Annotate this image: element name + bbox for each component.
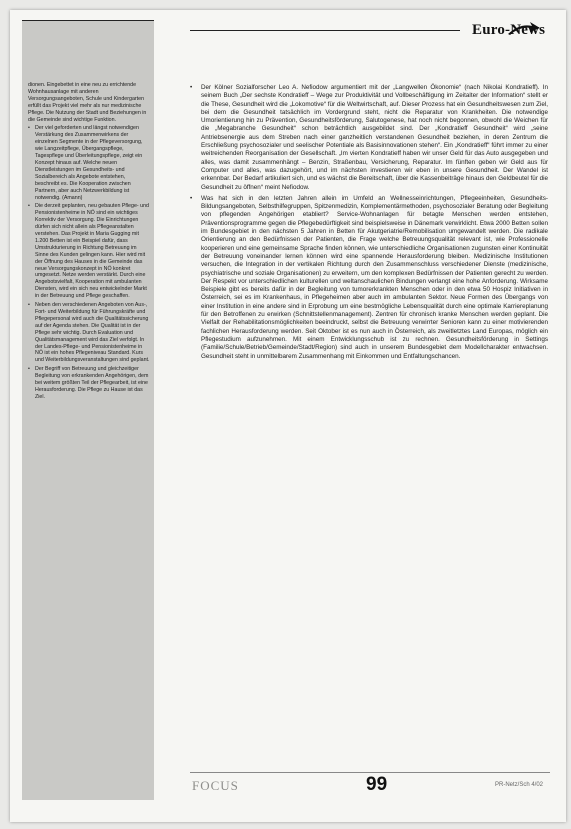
sidebar-text (28, 82, 150, 403)
footer-brand: FOCUS (192, 778, 239, 793)
paragraph-text: Der Kölner Sozialforscher Leo A. Nefiodow argumentiert mit der „Langwellen Ökonomie“ (nach Nikolai Kondratieff). In seinem Buch „Der sechste Kondratieff – Wege zur Produktivität und Vollbeschäftigung im Zeitalter der Information“ stellt er die These, Gesundheit wird die „Lokomotive“ für die Weltwirtschaft, auf. Dieser Prozess hat ein Gesundheitswesen zum Ziel, bei dem die Gesundheit tatsächlich im Vordergrund steht, nicht die Reparatur von Krankheiten. Die notwendige Umorientierung hin zu Prävention, Gesundheitsförderung, Salutogenese, hat noch nicht begonnen, obwohl die Weichen für die „Megabranche Gesundheit“ schon beträchtlich ausgebildet sind. Der „Kondratieff Gesundheit“ wird „seine Antriebsenergie aus dem Streben nach einer ganzheitlich verstandenen Gesundheit beziehen, in deren Zentrum die Erschließung psychosozialer und seelischer Potentiale als Basisinnovationen stehen“. Ein „Kondratieff“ führt immer zu einer weitreichenden Reorganisation der Gesellschaft. „Im vierten Kondratieff haben wir unser Geld für das Auto ausgegeben und alles, was damit zusammenhängt – Benzin, Straßenbau, Versicherung, Reparatur. Im fünften geben wir Geld aus für Computer und alles, was dazugehört, und im nächsten investieren wir eben in unsere Gesundheit. Der Wandel ist erkennbar. Der Bedarf artikuliert sich, und es wächst die Bereitschaft, über die Kassenbeiträge hinaus den Geldbeutel für die Gesundheit zu öffnen“ meint Nefiodow. (201, 84, 548, 191)
sidebar-list (28, 125, 150, 400)
article-body (190, 84, 548, 364)
paragraph-text: Was hat sich in den letzten Jahren allein im Umfeld an Wellnesseinrichtungen, Pflegeeinheiten, Gesundheits-Bildungsangeboten, Selbsthilfegruppen, Spitzenmedizin, Komplementärmethoden, psychosozialer Beratung oder Begleitung von pflegenden Angehörigen etabliert? Service-Wohnanlagen für betagte Menschen werden entstehen, Präventionsprogramme gegen die Pflegebedürftigkeit sind beispielsweise in Dänemark verwirklicht. Etwa 2000 Betten sollen im Bundesgebiet in den nächsten 5 Jahren in Betten für Akutgeriatrie/Remobilisation umgewandelt werden. Die radikale Orientierung an den Bedürfnissen der Patienten, die Frage welche Betreuungsqualität relevant ist, wie Professionelle kooperieren und eine gemeinsame Sprache finden können, wie unterschiedliche Organisationen zugunsten einer Kontinuität der Betreuung voneinander lernen können wird eine spannende Herausforderung bleiben. Medizinische Institutionen versuchen, die Integration in der vertikalen Richtung durch den Zusammenschluss verschiedener Dienste (medizinische, psychiatrische und soziale Organisationen) zu erweitern, um den komplexen Bedürfnissen der Patienten gerecht zu werden. Der Respekt vor unterschiedlichen kulturellen und weltanschaulichen Bindungen verlangt eine hohe Anforderung. Wirksame Beispiele gibt es bereits dafür in der Begleitung von tumorerkrankten Menschen oder in den etwa 50 Hospiz Initiativen in Österreich, sei es im Krankenhaus, in Pflegeheimen aber auch im ambulanten Sektor. Neue Formen des Übergangs von einer Institution in eine andere sind in Erprobung um eine bestmögliche Lebensqualität durch eine optimale Karriereplanung für den Betroffenen zu erwirken (Schnittstellenmanagement). Zentren für chronisch kranke Menschen werden geplant. Die Vielfalt der Rehabilitationsmöglichkeiten beeindruckt, selbst die Betreuung verwirrter Senioren kann zu einer motivierenden fachlichen Herausforderung werden. Seit Oktober ist es nun auch in Österreich, als zweitletztes Land Europas, möglich ein Pflegestudium aufzunehmen. Mit einem Entwicklungsschub ist zu rechnen. Gesundheitsförderung in Settings (Familie/Schule/Betrieb/Gemeinde/Stadt/Region) sind auch in unserem Bundesgebiet dem Modellcharakter entwachsen. Gesundheit steht in unmittelbarem Zusammenhang mit Einkommen und Entfaltungschancen. (201, 194, 548, 360)
section-logo: Euro-News (472, 22, 546, 38)
issue-label: PR-Netz/Sch 4/02 (495, 782, 544, 788)
article-paragraph (190, 195, 548, 361)
sidebar-list-item: • Der Begriff von Betreuung und gleichzeitiger Begleitung von erkrankenden Angehörigen, dem bei weitem größten Teil der Pflegearbeit, ist eine Herausforderung. Die Pflege zu Hause ist das Ziel. (35, 366, 150, 401)
sidebar-list-item: • Neben den verschiedenen Angeboten von Aus-, Fort- und Weiterbildung für Führungskräfte und Pflegepersonal wird auch die Qualitätssicherung auf der Agenda stehen. Die Qualität ist in der Pflege sehr wichtig. Durch Evaluation und Qualitätsmanagement wird das Ziel verfolgt. In der Landes-Pflege- und Pensionistenheime in NÖ ist ein hohes Pflegeniveau Standard. Kurs und Weiterbildungsveranstaltungen sind geplant. (35, 302, 150, 364)
sidebar-list-item: • Der viel geforderten und längst notwendigen Verstärkung des Zusammenwirkens der einzelnen Segmente in der Pflegeversorgung, wie Langzeitpflege, Übergangspflege, Tagespflege und Überleitungspflege, zeigt ein Konzept hinaus auf. Welche neuen Dienstleistungen im Gesundheits- und Sozialbereich als Angebote entstehen, beschreibt es. Die Kooperation zwischen Partnern, aber auch Netzwerkbildung ist notwendig. (Amann) (35, 125, 150, 201)
bullet-icon: • (190, 194, 193, 202)
article-paragraph (190, 84, 548, 192)
arrow-icon (506, 19, 542, 41)
sidebar-list-item: • Die derzeit geplanten, neu gebauten Pflege- und Pensionistenheime in NÖ sind ein wichtiges Korrektiv der Versorgung. Die Einrichtungen dürfen sich nicht allein als Pflegeanstalten verstehen. Das Projekt in Maria Gugging mit 1.200 Betten ist ein Beispiel dafür, dass Umstrukturierung in Richtung Betreuung im Sinne des Kunden gelingen kann. Hier wird mit der Öffnung des Hauses in die Gemeinde das neue Versorgungskonzept in NÖ konkret umgesetzt. Netze werden verstärkt. Durch eine Angebotsvielfalt, Kooperation mit ambulanten Diensten, wird ein sich neu entwickelnder Markt in der Betreuung und Pflege geschaffen. (35, 203, 150, 300)
header-rule (190, 30, 460, 31)
sidebar-intro: dionen. Eingebettet in eine neu zu errichtende Wohnhausanlage mit anderen Versorgungsangeboten, Schule und Kindergarten erfüllt das Projekt viel mehr als nur medizinische Pflege. Die Nutzung der Stadt und Beziehungen in die Gemeinde sind wichtige Funktion. (28, 82, 147, 123)
bullet-icon: • (190, 84, 193, 91)
page-number: 99 (366, 774, 388, 795)
sidebar-top-rule (22, 20, 154, 21)
footer-rule (190, 772, 550, 773)
